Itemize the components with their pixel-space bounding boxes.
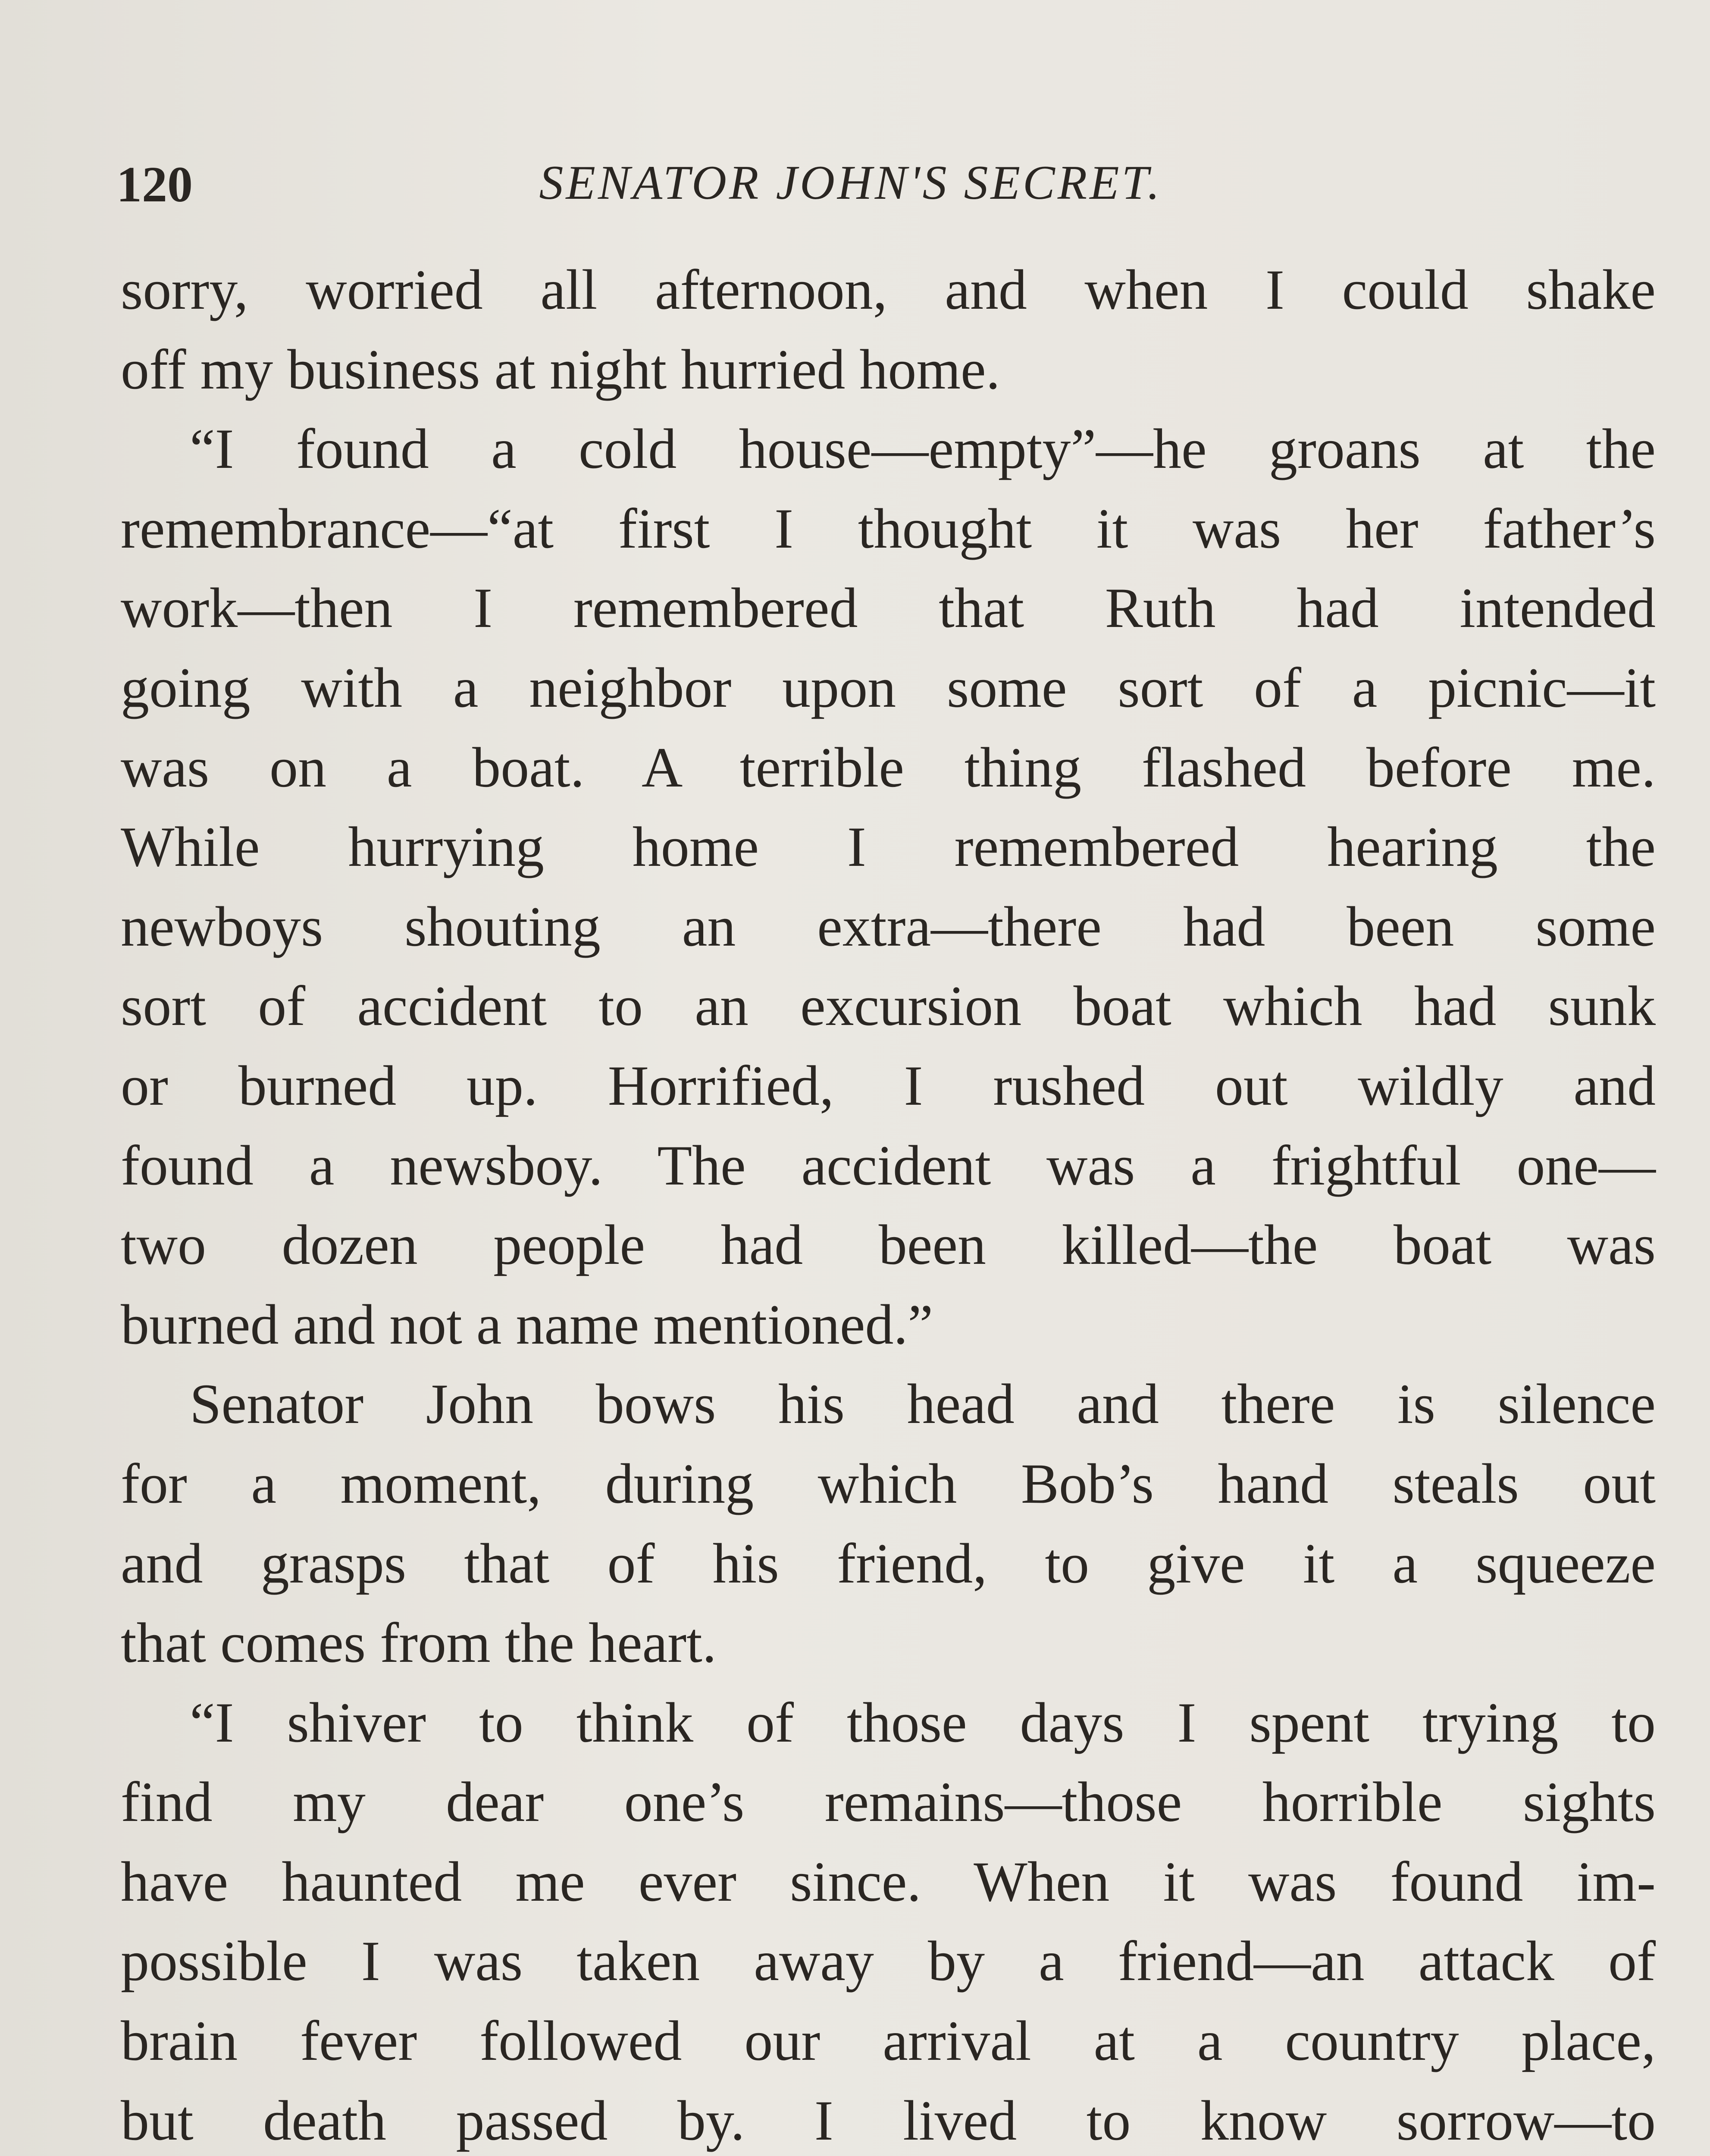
text-line: off my business at night hurried home. [121,337,1000,401]
text-line: “I shiver to think of those days I spent trying to [190,1690,1656,1754]
text-line: “I found a cold house—empty”—he groans at the [190,417,1656,481]
body-text [121,250,1656,2156]
running-head: SENATOR JOHN'S SECRET. [539,156,1162,210]
page-header [116,155,1585,216]
text-line: found a newsboy. The accident was a frightful one— [121,1133,1656,1197]
text-line: two dozen people had been killed—the boat was [121,1213,1656,1277]
text-line: that comes from the heart. [121,1611,717,1675]
text-line: sort of accident to an excursion boat which had sunk [121,974,1656,1038]
text-line: brain fever followed our arrival at a country place, [121,2009,1656,2073]
text-line: work—then I remembered that Ruth had intended [121,576,1656,640]
text-line: newboys shouting an extra—there had been some [121,894,1656,958]
text-line: going with a neighbor upon some sort of a picnic—it [121,655,1656,719]
text-line: but death passed by. I lived to know sorrow—to [121,2088,1656,2152]
text-line: was on a boat. A terrible thing flashed before me. [121,735,1656,799]
text-line: have haunted me ever since. When it was found im- [121,1849,1656,1913]
text-line: or burned up. Horrified, I rushed out wildly and [121,1053,1656,1117]
text-line: find my dear one’s remains—those horrible sights [121,1770,1656,1834]
text-line: While hurrying home I remembered hearing the [121,815,1656,879]
text-line: burned and not a name mentioned.” [121,1292,933,1356]
text-line: remembrance—“at first I thought it was her father’s [121,496,1656,560]
text-line: sorry, worried all afternoon, and when I could shake [121,258,1656,321]
text-line: for a moment, during which Bob’s hand steals out [121,1451,1656,1515]
page-number: 120 [116,156,193,213]
text-line: possible I was taken away by a friend—an attack of [121,1929,1656,1993]
text-line: Senator John bows his head and there is silence [190,1372,1656,1436]
text-line: and grasps that of his friend, to give it a squeeze [121,1531,1656,1595]
